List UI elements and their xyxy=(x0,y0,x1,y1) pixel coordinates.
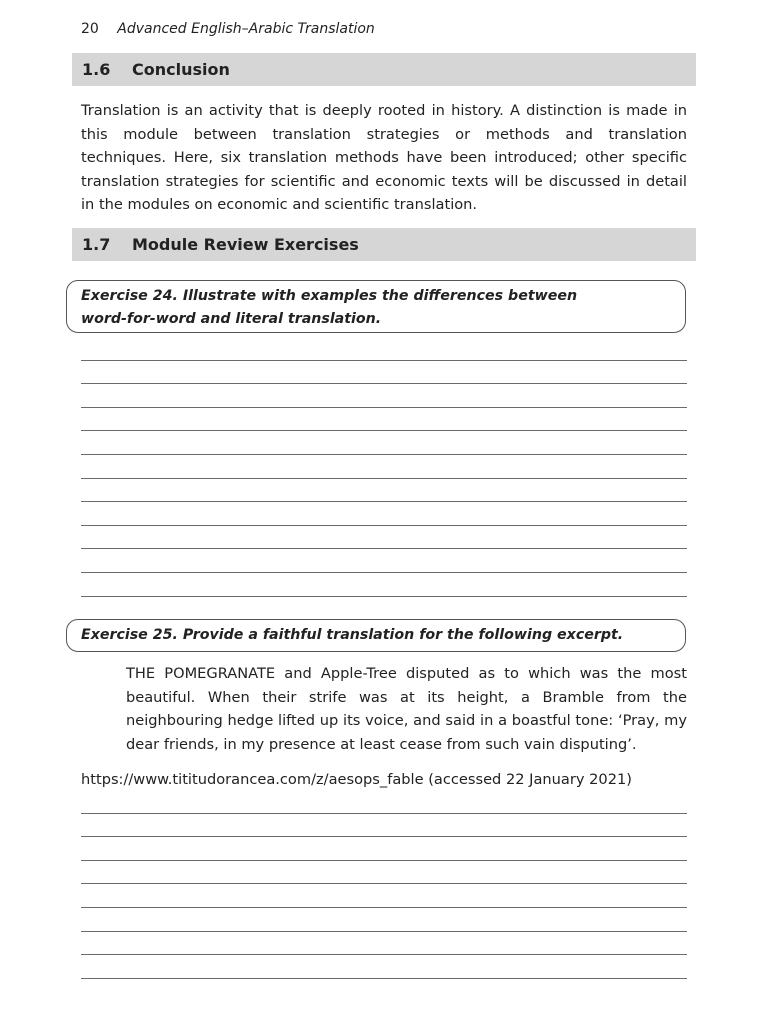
answer-line xyxy=(81,884,687,908)
answer-line xyxy=(81,361,687,385)
exercise-25-answer-lines xyxy=(81,790,687,979)
answer-line xyxy=(81,408,687,432)
conclusion-paragraph: Translation is an activity that is deeply rooted in history. A distinction is made in this module between translation strategies or methods and translation techniques. Here, six translation methods have been introduced; other specific translation strategies for scientific and economic texts will be discussed in detail in the modules on economic and scientific translation. xyxy=(81,102,687,214)
section-heading-conclusion xyxy=(72,53,696,86)
answer-line xyxy=(81,790,687,814)
answer-line xyxy=(81,932,687,956)
answer-line xyxy=(81,549,687,573)
exercise-24-box xyxy=(66,280,686,333)
page-number: 20 xyxy=(81,21,99,37)
exercise-24-prompt: Exercise 24. Illustrate with examples the differences between word-for-word and literal translation. xyxy=(81,288,578,327)
answer-line xyxy=(81,502,687,526)
answer-line xyxy=(81,837,687,861)
page-header xyxy=(81,21,375,37)
exercise-24-answer-lines xyxy=(81,337,687,597)
section-heading-review xyxy=(72,228,696,261)
section-title: Conclusion xyxy=(132,60,230,79)
answer-line xyxy=(81,479,687,503)
answer-line xyxy=(81,908,687,932)
answer-line xyxy=(81,861,687,885)
answer-line xyxy=(81,455,687,479)
exercise-25-excerpt: THE POMEGRANATE and Apple-Tree disputed as to which was the most beautiful. When their strife was at its height, a Bramble from the neighbouring hedge lifted up its voice, and said in a boastful tone: ‘Pray, my dear friends, in my presence at least cease from such vain disputing’. xyxy=(126,665,687,753)
exercise-25-prompt: Exercise 25. Provide a faithful translation for the following excerpt. xyxy=(81,627,624,643)
answer-line xyxy=(81,337,687,361)
section-number: 1.6 xyxy=(82,60,111,79)
answer-line xyxy=(81,431,687,455)
answer-line xyxy=(81,526,687,550)
section-title: Module Review Exercises xyxy=(132,235,359,254)
excerpt-source: https://www.tititudorancea.com/z/aesops_fable (accessed 22 January 2021) xyxy=(81,771,632,788)
running-title: Advanced English–Arabic Translation xyxy=(117,21,375,37)
answer-line xyxy=(81,814,687,838)
exercise-25-box xyxy=(66,619,686,652)
answer-line xyxy=(81,384,687,408)
answer-line xyxy=(81,573,687,597)
section-number: 1.7 xyxy=(82,235,111,254)
answer-line xyxy=(81,955,687,979)
